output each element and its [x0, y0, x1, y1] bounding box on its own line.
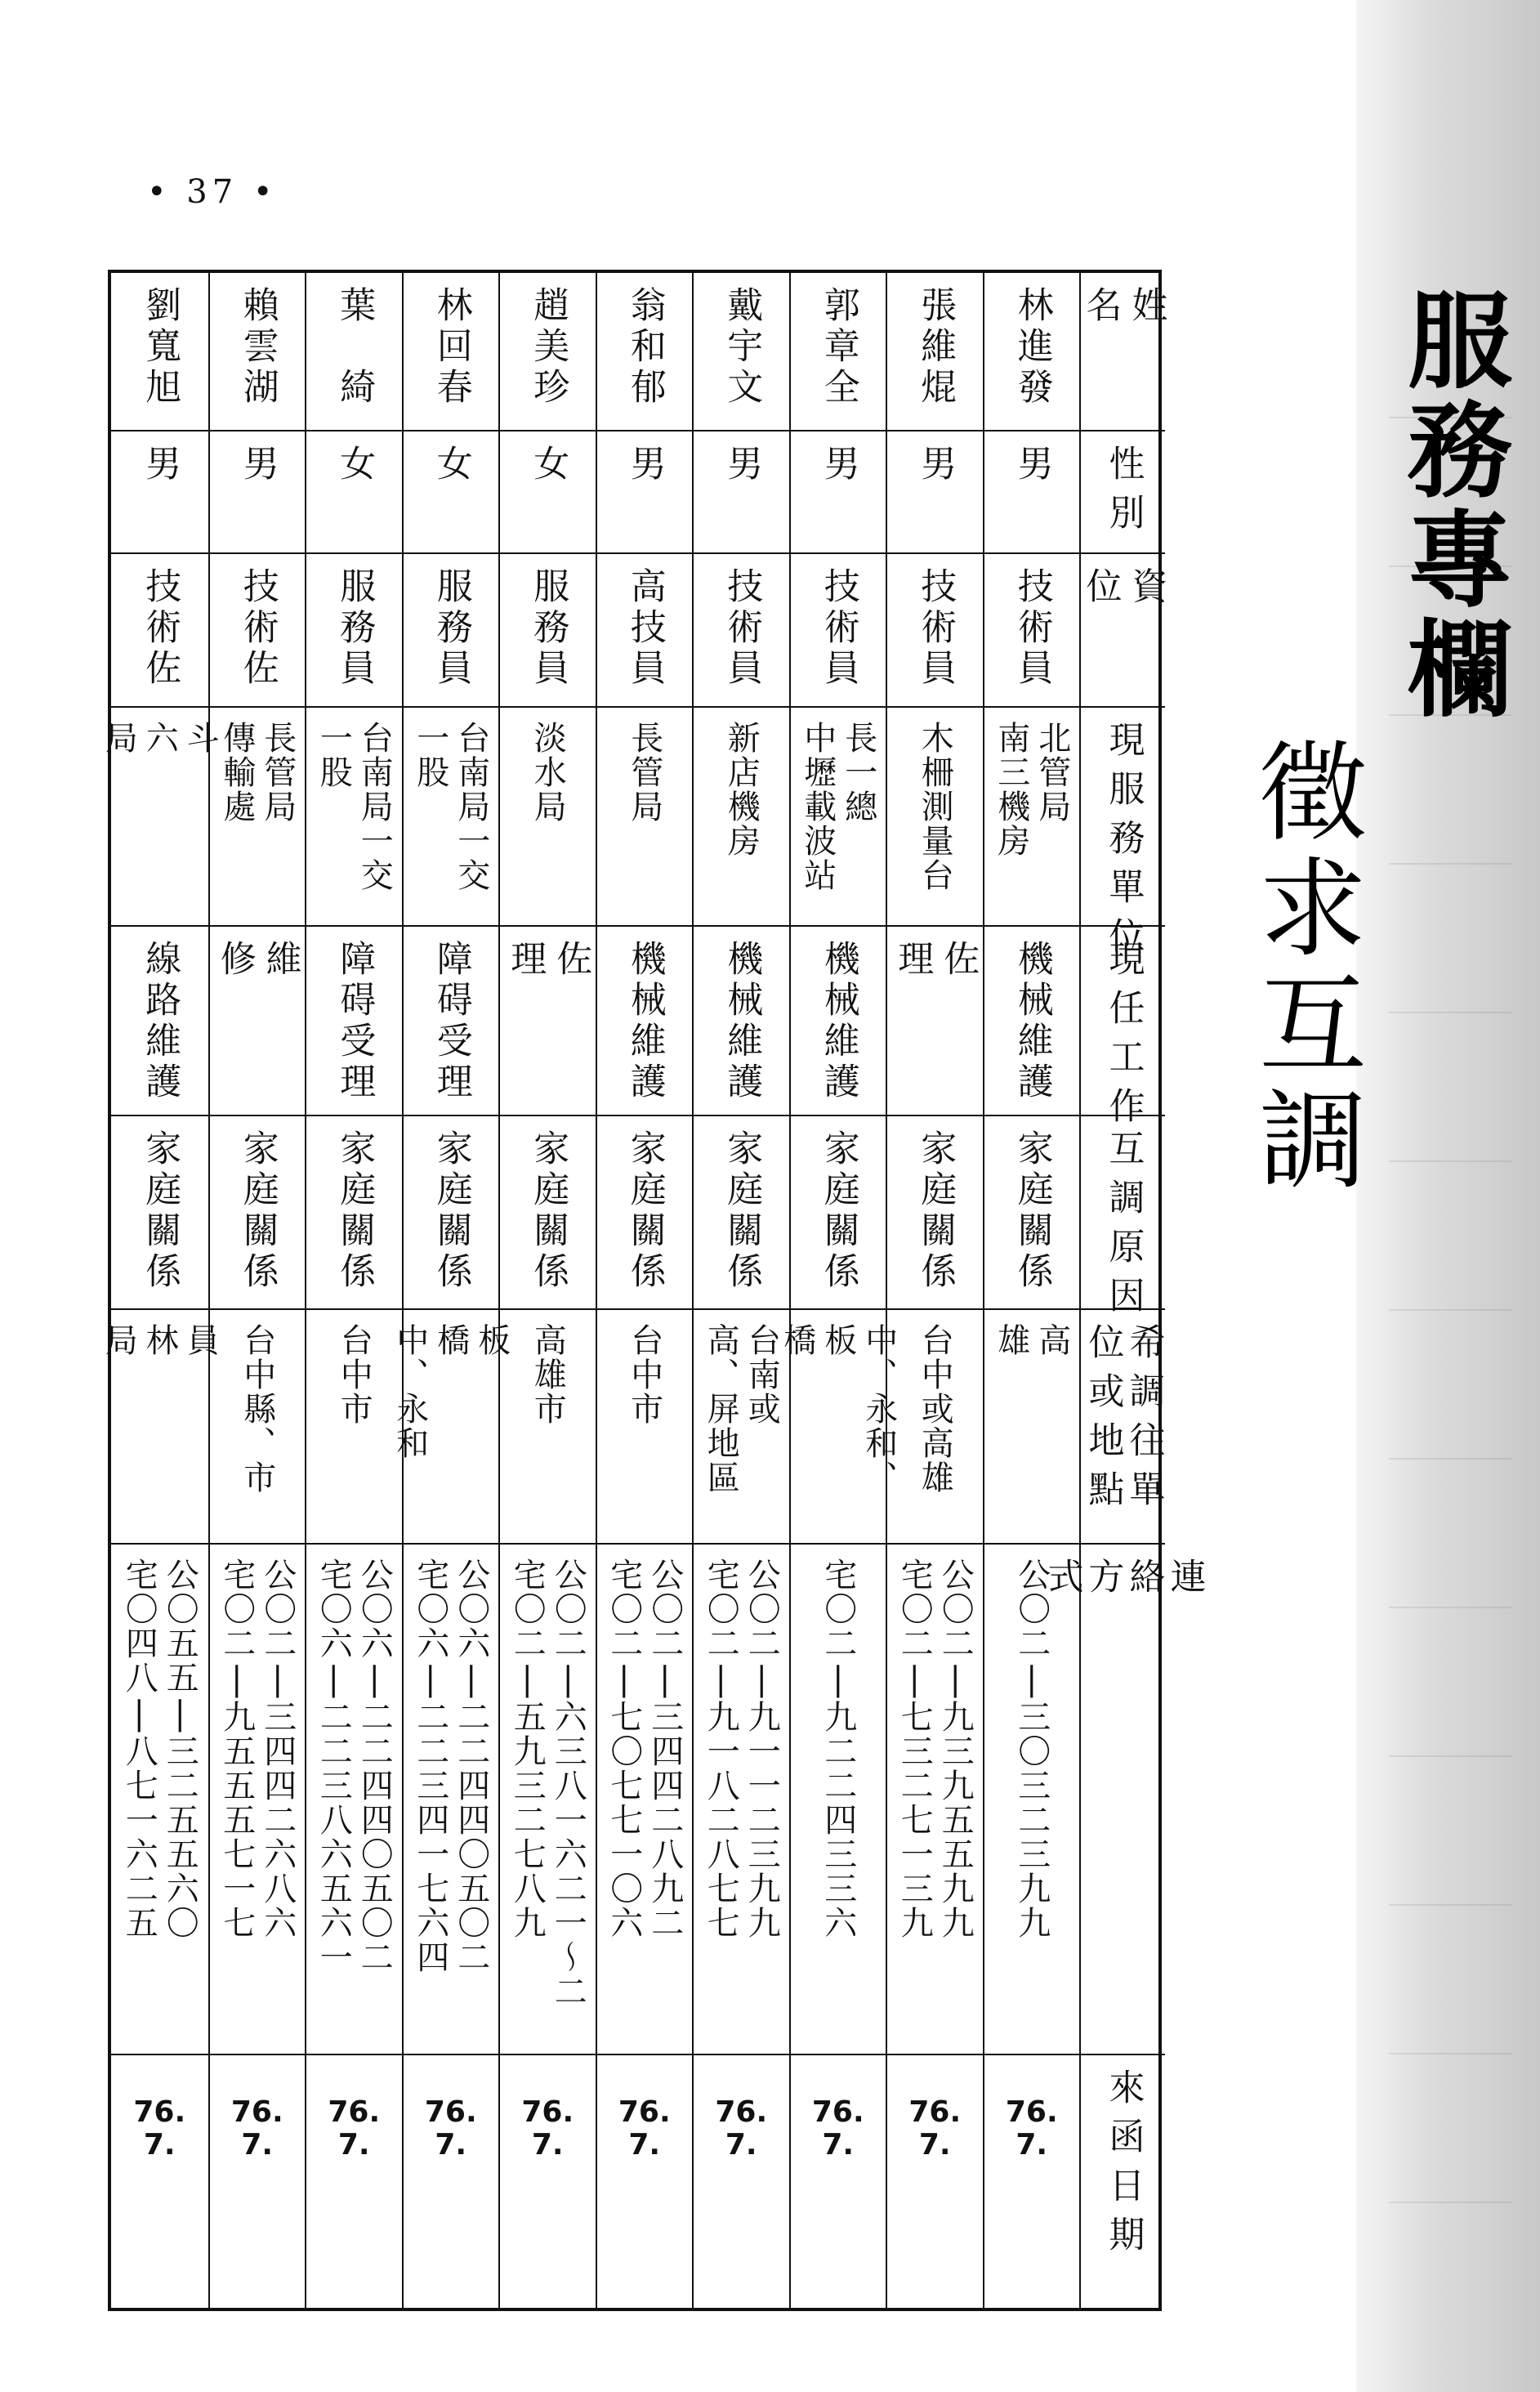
cell-contact	[887, 1543, 983, 2054]
value-contact: 宅〇二|九二二四三三六	[819, 1558, 857, 1940]
cell-reason	[210, 1115, 306, 1308]
cell-gender	[404, 430, 499, 552]
value-reason: 家庭關係	[914, 1129, 957, 1293]
value-job: 佐 理	[504, 940, 592, 981]
value-desired: 台中市	[335, 1323, 373, 1426]
cell-name	[500, 273, 596, 430]
value-gender: 男	[721, 445, 763, 485]
section-subtitle: 徵求互調	[1240, 735, 1366, 1200]
cell-date	[597, 2054, 693, 2314]
cell-reason	[694, 1115, 789, 1308]
value-contact: 公〇六|二二四四〇五〇二 宅〇六|二二三八六五六一	[315, 1558, 394, 1974]
header-label-name: 姓 名	[1079, 286, 1167, 335]
value-contact: 公〇六|二二四四〇五〇二 宅〇六|二二三四一七六四	[411, 1558, 490, 1974]
value-name: 林進發	[1011, 286, 1053, 409]
cell-desired	[778, 1308, 898, 1543]
value-desired: 台南或 高、屏地區	[702, 1323, 781, 1495]
cell-grade	[694, 552, 789, 706]
cell-desired	[100, 1308, 220, 1543]
value-reason: 家庭關係	[721, 1129, 763, 1293]
cell-grade	[306, 552, 402, 706]
value-gender: 女	[527, 445, 569, 485]
cell-grade	[404, 552, 499, 706]
cell-grade	[111, 552, 208, 706]
cell-gender	[306, 430, 402, 552]
value-job: 障碍受理	[430, 940, 472, 1103]
cell-date	[887, 2054, 983, 2314]
header-contact	[1041, 1543, 1206, 2054]
value-job: 機械維護	[623, 940, 666, 1103]
value-reason: 家庭關係	[430, 1129, 472, 1293]
value-job: 線路維護	[139, 940, 181, 1103]
value-grade: 高技員	[623, 567, 666, 690]
value-reason: 家庭關係	[623, 1129, 666, 1293]
cell-reason	[500, 1115, 596, 1308]
value-gender: 男	[914, 445, 957, 485]
header-reason	[1081, 1115, 1165, 1326]
value-desired: 中、永和、 板 橋	[778, 1323, 898, 1495]
cell-unit	[791, 706, 886, 925]
value-unit: 北管局 南三機房	[992, 721, 1071, 858]
value-desired: 高雄市	[529, 1323, 567, 1426]
header-grade	[1081, 552, 1165, 706]
cell-unit	[100, 706, 220, 925]
value-contact: 公〇二|六三八一六二一〜二 宅〇二|五九三二七八九	[508, 1558, 587, 2009]
cell-unit	[306, 706, 402, 925]
cell-job	[694, 925, 789, 1115]
cell-reason	[791, 1115, 886, 1308]
value-desired: 台中縣、市	[238, 1323, 276, 1495]
value-name: 戴宇文	[721, 286, 763, 409]
cell-desired	[500, 1308, 596, 1543]
value-unit: 木柵測量台	[916, 721, 954, 892]
value-job: 機械維護	[1011, 940, 1053, 1103]
cell-gender	[210, 430, 306, 552]
value-date: 76. 7.	[133, 2095, 186, 2162]
cell-unit	[404, 706, 499, 925]
header-label-desired: 希調往單 位或地點	[1082, 1323, 1165, 1519]
value-grade: 服務員	[333, 567, 376, 690]
value-unit: 台南局一交 一股	[315, 721, 394, 892]
cell-contact	[210, 1543, 306, 2054]
cell-grade	[597, 552, 693, 706]
cell-desired	[694, 1308, 789, 1543]
header-label-gender: 性別	[1102, 445, 1145, 543]
header-label-contact: 連 絡 方 式	[1041, 1558, 1206, 1607]
page-number: • 37 •	[147, 173, 278, 211]
cell-contact	[984, 1543, 1080, 2054]
value-unit: 斗 六 局	[100, 721, 220, 755]
value-date: 76. 7.	[521, 2095, 574, 2162]
value-name: 郭章全	[817, 286, 859, 409]
value-reason: 家庭關係	[333, 1129, 376, 1293]
cell-gender	[887, 430, 983, 552]
value-job: 障碍受理	[333, 940, 376, 1103]
table-row	[596, 273, 693, 2308]
cell-date	[694, 2054, 789, 2314]
value-name: 葉 綺	[333, 286, 376, 409]
cell-job	[500, 925, 596, 1115]
value-grade: 技術佐	[236, 567, 279, 690]
table-row	[208, 273, 306, 2308]
cell-contact	[404, 1543, 499, 2054]
header-column	[1041, 273, 1206, 2308]
value-name: 劉寬旭	[139, 286, 181, 409]
cell-unit	[887, 706, 983, 925]
value-gender: 男	[623, 445, 666, 485]
cell-job	[210, 925, 306, 1115]
cell-gender	[694, 430, 789, 552]
cell-name	[791, 273, 886, 430]
cell-contact	[597, 1543, 693, 2054]
value-grade: 技術員	[914, 567, 957, 690]
value-grade: 技術佐	[139, 567, 181, 690]
cell-gender	[791, 430, 886, 552]
header-label-job: 現任工作	[1102, 940, 1145, 1136]
value-contact: 公〇二|三〇三二三九九	[1012, 1558, 1051, 1940]
value-date: 76. 7.	[1005, 2095, 1058, 2162]
table-row	[692, 273, 789, 2308]
value-gender: 男	[1011, 445, 1053, 485]
header-name	[1081, 273, 1165, 430]
cell-gender	[597, 430, 693, 552]
cell-job	[404, 925, 499, 1115]
cell-gender	[500, 430, 596, 552]
table-row	[983, 273, 1080, 2308]
cell-name	[306, 273, 402, 430]
cell-desired	[597, 1308, 693, 1543]
header-label-date: 來函日期	[1102, 2068, 1145, 2265]
value-unit: 長管局	[625, 721, 663, 824]
cell-unit	[597, 706, 693, 925]
value-grade: 技術員	[817, 567, 859, 690]
exchange-table	[100, 270, 1206, 2311]
cell-gender	[111, 430, 208, 552]
cell-job	[791, 925, 886, 1115]
value-job: 維 修	[213, 940, 301, 981]
value-date: 76. 7.	[618, 2095, 671, 2162]
cell-grade	[791, 552, 886, 706]
value-date: 76. 7.	[230, 2095, 283, 2162]
value-desired: 台中或高雄	[916, 1323, 954, 1495]
cell-name	[694, 273, 789, 430]
header-label-grade: 資 位	[1079, 567, 1167, 616]
cell-date	[111, 2054, 208, 2314]
value-grade: 技術員	[1011, 567, 1053, 690]
cell-contact	[500, 1543, 596, 2054]
value-name: 賴雲湖	[236, 286, 279, 409]
cell-date	[984, 2054, 1080, 2314]
table-row	[391, 273, 511, 2308]
value-gender: 男	[817, 445, 859, 485]
cell-desired	[984, 1308, 1080, 1543]
header-date	[1081, 2054, 1165, 2314]
value-gender: 女	[430, 445, 472, 485]
table-row	[886, 273, 983, 2308]
value-reason: 家庭關係	[139, 1129, 181, 1293]
header-label-unit: 現服務單位	[1102, 721, 1145, 966]
cell-reason	[306, 1115, 402, 1308]
value-grade: 技術員	[721, 567, 763, 690]
cell-date	[791, 2054, 886, 2314]
value-gender: 男	[236, 445, 279, 485]
cell-date	[500, 2054, 596, 2314]
table-row	[498, 273, 596, 2308]
value-name: 翁和郁	[623, 286, 666, 409]
header-desired	[1081, 1308, 1165, 1543]
cell-job	[111, 925, 208, 1115]
value-contact: 公〇五五|三二五五六〇 宅〇四八|八七一六二五	[120, 1558, 199, 1940]
cell-unit	[694, 706, 789, 925]
cell-grade	[210, 552, 306, 706]
cell-contact	[111, 1543, 208, 2054]
header-gender	[1081, 430, 1165, 552]
cell-contact	[306, 1543, 402, 2054]
cell-date	[306, 2054, 402, 2314]
value-job: 機械維護	[721, 940, 763, 1103]
value-date: 76. 7.	[424, 2095, 477, 2162]
value-name: 趙美珍	[527, 286, 569, 409]
value-desired: 員 林 局	[100, 1323, 220, 1357]
cell-grade	[500, 552, 596, 706]
cell-name	[404, 273, 499, 430]
value-contact: 公〇二|九三九五五九九 宅〇二|七三二七一三九	[895, 1558, 975, 1940]
cell-name	[597, 273, 693, 430]
cell-reason	[597, 1115, 693, 1308]
value-desired: 高 雄	[992, 1323, 1071, 1357]
cell-name	[111, 273, 208, 430]
cell-job	[984, 925, 1080, 1115]
cell-date	[210, 2054, 306, 2314]
value-contact: 公〇二|九一一二三九九 宅〇二|九一八二八七七	[702, 1558, 781, 1940]
value-unit: 長管局 傳輸處	[217, 721, 297, 824]
value-reason: 家庭關係	[1011, 1129, 1053, 1293]
cell-name	[210, 273, 306, 430]
value-unit: 台南局一交 一股	[411, 721, 490, 892]
cell-unit	[984, 706, 1080, 925]
table-row	[100, 273, 220, 2308]
cell-unit	[500, 706, 596, 925]
value-desired: 板 橋 中、永和	[391, 1323, 511, 1460]
cell-desired	[391, 1308, 511, 1543]
value-unit: 淡水局	[529, 721, 567, 824]
value-reason: 家庭關係	[527, 1129, 569, 1293]
cell-contact	[791, 1543, 886, 2054]
cell-job	[887, 925, 983, 1115]
cell-contact	[694, 1543, 789, 2054]
value-date: 76. 7.	[811, 2095, 864, 2162]
cell-reason	[887, 1115, 983, 1308]
value-contact: 公〇二|三四四二八九二 宅〇二|七〇七七一〇六	[605, 1558, 684, 1940]
value-date: 76. 7.	[908, 2095, 962, 2162]
value-reason: 家庭關係	[236, 1129, 279, 1293]
value-grade: 服務員	[527, 567, 569, 690]
value-job: 機械維護	[817, 940, 859, 1103]
value-name: 林回春	[430, 286, 472, 409]
cell-gender	[984, 430, 1080, 552]
value-unit: 長一總 中壢載波站	[798, 721, 877, 892]
value-unit: 新店機房	[722, 721, 761, 858]
table-row	[778, 273, 898, 2308]
value-gender: 女	[333, 445, 376, 485]
cell-date	[404, 2054, 499, 2314]
cell-name	[984, 273, 1080, 430]
value-grade: 服務員	[430, 567, 472, 690]
value-date: 76. 7.	[715, 2095, 768, 2162]
cell-reason	[111, 1115, 208, 1308]
section-title: 服務專欄	[1390, 286, 1511, 724]
value-reason: 家庭關係	[817, 1129, 859, 1293]
cell-grade	[984, 552, 1080, 706]
value-gender: 男	[139, 445, 181, 485]
cell-desired	[887, 1308, 983, 1543]
cell-job	[306, 925, 402, 1115]
cell-desired	[306, 1308, 402, 1543]
value-desired: 台中市	[625, 1323, 663, 1426]
cell-name	[887, 273, 983, 430]
cell-unit	[210, 706, 306, 925]
header-job	[1081, 925, 1165, 1136]
cell-grade	[887, 552, 983, 706]
cell-reason	[404, 1115, 499, 1308]
cell-desired	[210, 1308, 306, 1543]
cell-reason	[984, 1115, 1080, 1308]
header-label-reason: 互調原因	[1102, 1129, 1145, 1326]
header-unit	[1081, 706, 1165, 966]
value-date: 76. 7.	[328, 2095, 381, 2162]
table-row	[305, 273, 402, 2308]
value-job: 佐 理	[891, 940, 980, 981]
cell-job	[597, 925, 693, 1115]
value-name: 張維焜	[914, 286, 957, 409]
value-contact: 公〇二|三四四二六八六 宅〇二|九五五五七一七	[217, 1558, 297, 1940]
